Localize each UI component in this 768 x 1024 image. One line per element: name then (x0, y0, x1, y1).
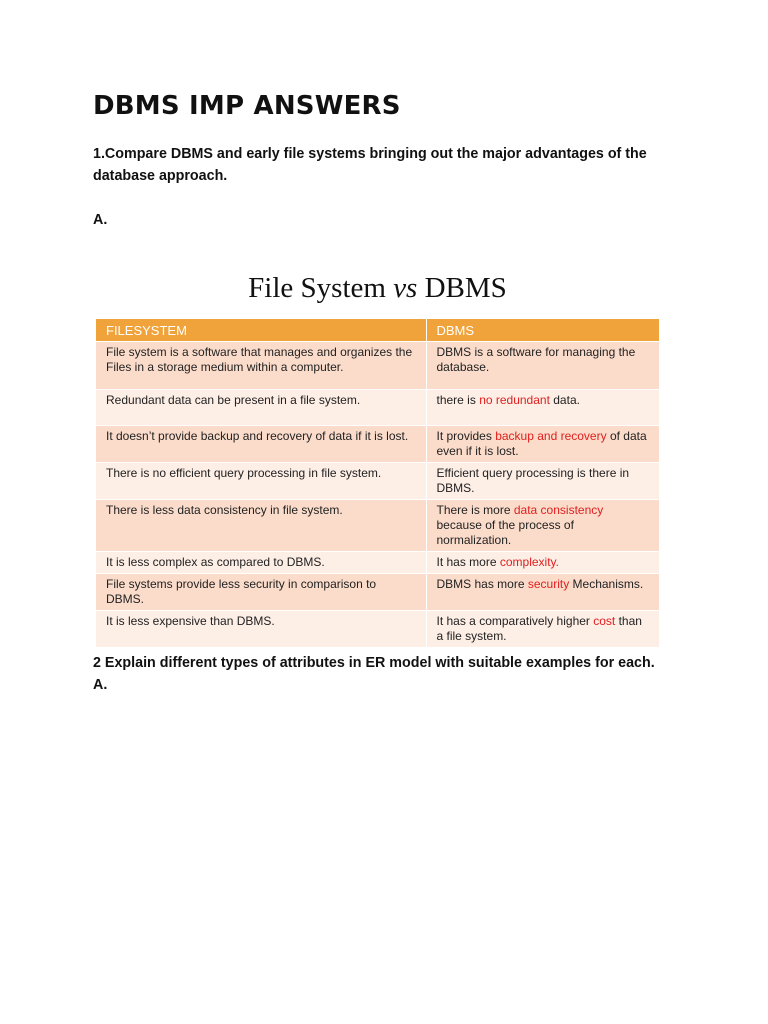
dbms-highlight-text: no redundant (479, 393, 550, 407)
table-row (96, 611, 659, 648)
dbms-highlight-text: data consistency (513, 503, 604, 517)
comparison-table (96, 319, 659, 647)
dbms-text: of data even if it is lost. (436, 429, 647, 458)
dbms-cell (426, 342, 659, 390)
dbms-cell (426, 426, 659, 463)
question-2: 2 Explain different types of attributes in ER model with suitable examples for each. (93, 655, 655, 671)
dbms-highlight-text: complexity. (499, 555, 559, 569)
dbms-text: there is (436, 393, 480, 407)
dbms-text: It provides (436, 429, 496, 443)
table-row (96, 500, 659, 552)
dbms-highlight-text: backup and recovery (495, 429, 607, 443)
dbms-cell (426, 611, 659, 648)
figure-title (96, 268, 659, 308)
table-row (96, 342, 659, 390)
figure-title-part1: File System (248, 272, 394, 304)
column-header-dbms: DBMS (426, 319, 659, 342)
page-title: DBMS IMP ANSWERS (93, 91, 401, 121)
filesystem-cell: There is less data consistency in file system. (96, 500, 426, 552)
dbms-highlight-text: cost (593, 614, 616, 628)
filesystem-cell: It doesn’t provide backup and recovery of data if it is lost. (96, 426, 426, 463)
filesystem-cell: File system is a software that manages and organizes the Files in a storage medium within a computer. (96, 342, 426, 390)
table-header-row (96, 319, 659, 342)
filesystem-cell: It is less complex as compared to DBMS. (96, 552, 426, 574)
dbms-text: data. (549, 393, 580, 407)
dbms-text: Efficient query processing is there in DBMS. (436, 466, 630, 495)
table-row (96, 463, 659, 500)
filesystem-cell: It is less expensive than DBMS. (96, 611, 426, 648)
dbms-text: Mechanisms. (569, 577, 644, 591)
dbms-text: than a file system. (436, 614, 642, 643)
filesystem-cell: There is no efficient query processing in file system. (96, 463, 426, 500)
dbms-text: because of the process of normalization. (436, 518, 574, 547)
answer-1-label: A. (93, 212, 108, 228)
dbms-text: It has a comparatively higher (436, 614, 594, 628)
figure-title-vs: vs (393, 272, 418, 304)
dbms-text: There is more (436, 503, 514, 517)
column-header-filesystem: FILESYSTEM (96, 319, 426, 342)
filesystem-cell: File systems provide less security in comparison to DBMS. (96, 574, 426, 611)
filesystem-cell: Redundant data can be present in a file system. (96, 390, 426, 426)
dbms-cell (426, 463, 659, 500)
dbms-highlight-text: security (527, 577, 570, 591)
dbms-text: DBMS has more (436, 577, 528, 591)
dbms-cell (426, 500, 659, 552)
dbms-cell (426, 574, 659, 611)
figure-title-part2: DBMS (417, 272, 507, 304)
table-row (96, 574, 659, 611)
answer-2-label: A. (93, 677, 108, 693)
dbms-text: DBMS is a software for managing the database. (436, 345, 636, 374)
question-1: 1.Compare DBMS and early file systems bringing out the major advantages of the database approach. (93, 146, 647, 184)
dbms-cell (426, 552, 659, 574)
dbms-cell (426, 390, 659, 426)
dbms-text: It has more (436, 555, 500, 569)
table-body (96, 342, 659, 648)
table-row (96, 426, 659, 463)
table-row (96, 552, 659, 574)
table-row (96, 390, 659, 426)
